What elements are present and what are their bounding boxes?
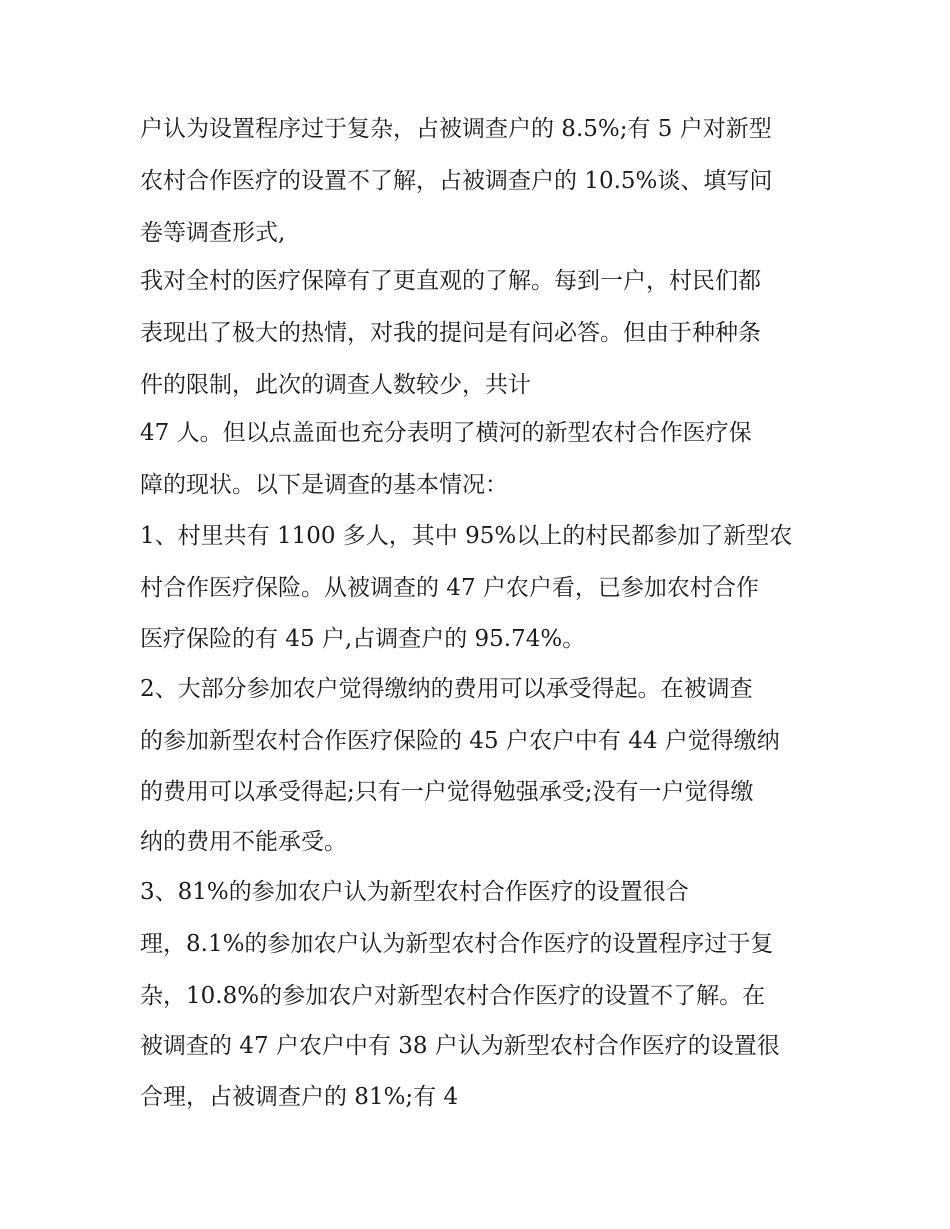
text-line: 农村合作医疗的设置不了解，占被调查户的 10.5%谈、填写问 bbox=[140, 168, 773, 194]
text-line: 理，8.1%的参加农户认为新型农村合作医疗的设置程序过于复 bbox=[140, 931, 774, 957]
text-line: 纳的费用不能承受。 bbox=[140, 829, 347, 855]
text-line: 医疗保险的有 45 户,占调查户的 95.74%。 bbox=[140, 626, 586, 652]
text-line: 1、村里共有 1100 多人，其中 95%以上的村民都参加了新型农 bbox=[140, 523, 793, 549]
text-line: 村合作医疗保险。从被调查的 47 户农户看，已参加农村合作 bbox=[140, 575, 759, 601]
text-line: 户认为设置程序过于复杂，占被调查户的 8.5%;有 5 户对新型 bbox=[140, 116, 772, 142]
text-line: 被调查的 47 户农户中有 38 户认为新型农村合作医疗的设置很 bbox=[140, 1033, 780, 1059]
text-line: 的参加新型农村合作医疗保险的 45 户农户中有 44 户觉得缴纳 bbox=[140, 728, 780, 754]
text-line: 杂，10.8%的参加农户对新型农村合作医疗的设置不了解。在 bbox=[140, 983, 766, 1009]
text-line: 我对全村的医疗保障有了更直观的了解。每到一户，村民们都 bbox=[140, 268, 761, 294]
text-line: 障的现状。以下是调查的基本情况： bbox=[140, 472, 508, 498]
text-line: 2、大部分参加农户觉得缴纳的费用可以承受得起。在被调查 bbox=[140, 676, 753, 702]
text-line: 47 人。但以点盖面也充分表明了横河的新型农村合作医疗保 bbox=[140, 420, 752, 446]
text-line: 3、81%的参加农户认为新型农村合作医疗的设置很合 bbox=[140, 879, 689, 905]
text-line: 表现出了极大的热情，对我的提问是有问必答。但由于种种条 bbox=[140, 320, 761, 346]
text-line: 件的限制，此次的调查人数较少，共计 bbox=[140, 372, 531, 398]
text-line: 合理，占被调查户的 81%;有 4 bbox=[140, 1084, 459, 1110]
text-line: 的费用可以承受得起;只有一户觉得勉强承受;没有一户觉得缴 bbox=[140, 779, 754, 805]
text-line: 卷等调查形式, bbox=[140, 220, 286, 246]
